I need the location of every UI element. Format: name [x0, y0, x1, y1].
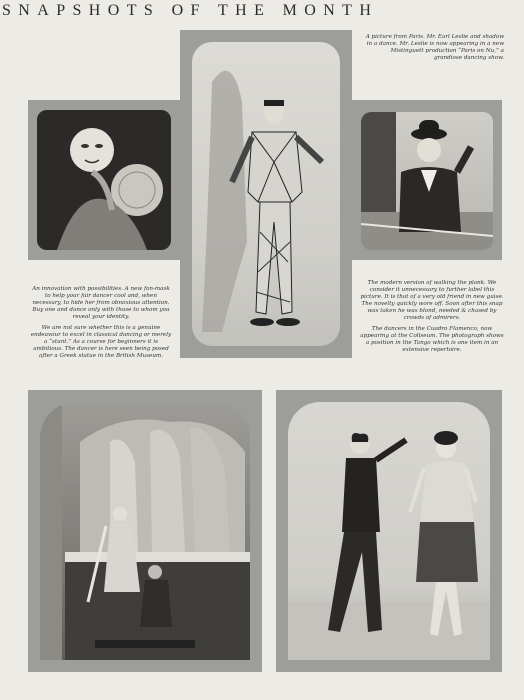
caption-earl-leslie-text: A picture from Paris. Mr. Earl Leslie and shadow in a dance. Mr. Leslie is now appearing in a new Mistinguett production “Paris on Nu,” a grandiose dancing show.	[365, 34, 504, 61]
photo-flamenco	[288, 402, 490, 660]
caption-cuadro-flamenco-text: The dancers in the Cuadro Flamenco, now appearing at the Coliseum. The photograph shows a position in the Tango which is one item in an extensive repertoire.	[360, 326, 504, 353]
panel-harlequin	[180, 30, 352, 358]
panel-fan-mask	[28, 100, 180, 260]
statue-scene	[40, 402, 250, 660]
photo-statue	[40, 402, 250, 660]
panel-statue	[28, 390, 262, 672]
flamenco-dancers	[288, 402, 490, 660]
panel-flamenco	[276, 390, 502, 672]
page-title: SNAPSHOTS OF THE MONTH	[2, 2, 379, 19]
caption-fan-mask-text: An innovation with possibilities. A new fan-mask to help your fair dancer cool and, when necessary, to hide her from obnoxious attention. Buy one and dance only with those to whom you reveal your identity.	[32, 286, 170, 320]
caption-walking-plank-text: The modern version of walking the plank. We consider it unnecessary to further label this picture. It is that of a very old friend in new guise. The novelty quickly wore off. Soon after this snap was taken he was blond, needed & chased by crowds of admirers.	[360, 280, 504, 321]
photo-fan-mask	[37, 110, 171, 250]
fan-mask-figure	[37, 110, 171, 250]
caption-left	[30, 286, 172, 364]
panel-bowler	[352, 100, 502, 260]
photo-harlequin	[192, 42, 340, 346]
bowler-figure	[361, 112, 493, 250]
harlequin-figure	[192, 42, 340, 346]
caption-greek-statue-text: We are not sure whether this is a genuine endeavour to excel in classical dancing or merely a “stunt.” As a course for beginners it is ambitious. The dancer is here seen being posed after a Greek statue in the British Museum.	[30, 325, 172, 359]
photo-bowler	[361, 112, 493, 250]
caption-earl-leslie	[364, 34, 504, 66]
caption-right	[360, 280, 504, 358]
